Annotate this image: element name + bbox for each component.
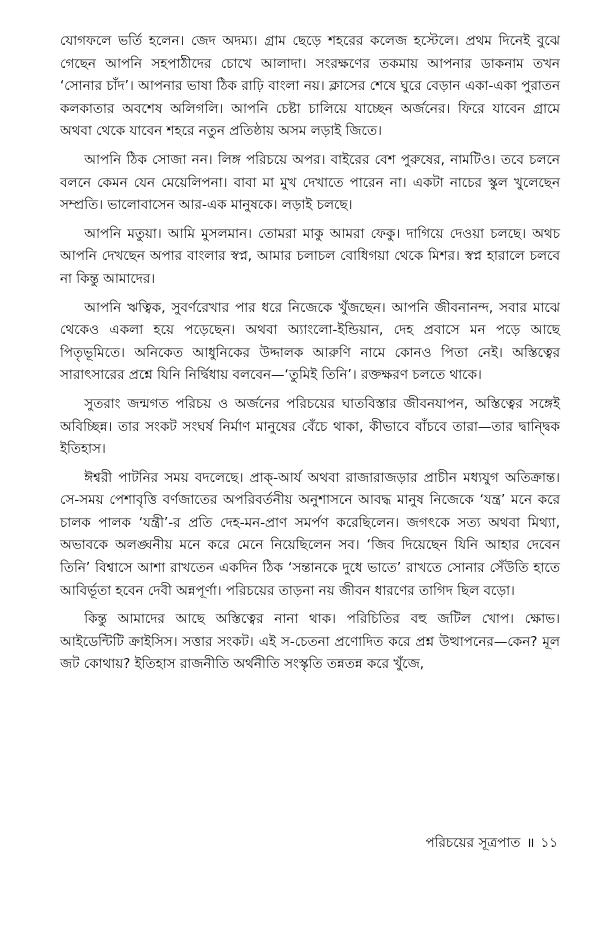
running-footer <box>425 832 558 855</box>
paragraph-4: আপনি ঋত্বিক, সুবর্ণরেখার পার ধরে নিজেকে খুঁজছেন। আপনি জীবনানন্দ, সবার মাঝে থেকেও একলা হয়ে পড়েছেন। অথবা অ্যাংলো-ইন্ডিয়ান, দেহ প্রবাসে মন পড়ে আছে পিতৃভূমিতে। অনিকেত আধুনিকের উদ্দালক আরুণি নামে কোনও পিতা নেই। অস্তিত্বের সারাৎসারের প্রশ্নে যিনি নির্দ্বিধায় বলবেন—‘তুমিই তিনি’। রক্তক্ষরণ চলতে থাকে। <box>60 299 560 384</box>
paragraph-2: আপনি ঠিক সোজা নন। লিঙ্গ পরিচয়ে অপর। বাইরের বেশ পুরুষের, নামটিও। তবে চলনে বলনে কেমন যেন মেয়েলিপনা। বাবা মা মুখ দেখাতে পারেন না। একটা নাচের স্কুল খুলেছেন সম্প্রতি। ভালোবাসেন আর-এক মানুষকে। লড়াই চলছে। <box>60 151 560 214</box>
paragraph-5: সুতরাং জন্মগত পরিচয় ও অর্জনের পরিচয়ের ঘাতবিস্তার জীবনযাপন, অস্তিত্বের সঙ্গেই অবিচ্ছিন্ন। তার সংকট সংঘর্ষ নির্মাণ মানুষের বেঁচে থাকা, কীভাবে বাঁচবে তারা—তার দ্বান্দ্বিক ইতিহাস। <box>60 395 560 458</box>
body-text <box>60 30 560 682</box>
running-title: পরিচয়ের সূত্রপাত <box>425 835 521 851</box>
footer-separator: ॥ <box>526 835 535 851</box>
page-number: ১১ <box>540 835 558 851</box>
paragraph-7: কিন্তু আমাদের আছে অস্তিত্বের নানা থাক। পরিচিতির বহু জটিল খোপ। ক্ষোভ। আইডেন্টিটি ক্রাইসিস। সত্তার সংকট। এই স-চেতনা প্রণোদিত করে প্রশ্ন উত্থাপনের—কেন? মূল জট কোথায়? ইতিহাস রাজনীতি অর্থনীতি সংস্কৃতি তন্নতন্ন করে খুঁজে, <box>60 611 560 673</box>
paragraph-6: ঈশ্বরী পাটনির সময় বদলেছে। প্রাক্-আর্য অথবা রাজারাজড়ার প্রাচীন মধ্যযুগ অতিক্রান্ত। সে-সময় পেশাবৃত্তি বর্ণজাতের অপরিবর্তনীয় অনুশাসনে আবদ্ধ মানুষ নিজেকে ‘যন্ত্র’ মনে করে চালক পালক ‘যন্ত্রী’-র প্রতি দেহ-মন-প্রাণ সমর্পণ করেছিলেন। জগৎকে সত্য অথবা মিথ্যা, অভাবকে অলঙ্ঘনীয় মনে করে মেনে নিয়েছিলেন সব। ‘জিব দিয়েছেন যিনি আহার দেবেন তিনি’ বিশ্বাসে আশা রাখতেন একদিন ঠিক ‘সন্তানকে দুধে ভাতে’ রাখতে সোনার সেঁউতি হাতে আবির্ভূতা হবেন দেবী অন্নপূর্ণা। পরিচয়ের তাড়না নয় জীবন ধারণের তাগিদ ছিল বড়ো। <box>60 469 560 599</box>
paragraph-3: আপনি মতুয়া। আমি মুসলমান। তোমরা মাকু আমরা ফেকু। দাগিয়ে দেওয়া চলছে। অথচ আপনি দেখছেন অপার বাংলার স্বপ্ন, আমার চলাচল বোধিগয়া থেকে মিশর। স্বপ্ন হারালে চলবে না কিন্তু আমাদের। <box>60 225 560 287</box>
paragraph-1: যোগফলে ভর্তি হলেন। জেদ অদম্য। গ্রাম ছেড়ে শহরের কলেজ হস্টেলে। প্রথম দিনেই বুঝে গেছেন আপনি সহপাঠীদের চোখে আলাদা। সংরক্ষণের তকমায় আপনার ডাকনাম তখন ‘সোনার চাঁদ’। আপনার ভাষা ঠিক রাঢ়ি বাংলা নয়। ক্লাসের শেষে ঘুরে বেড়ান একা-একা পুরাতন কলকাতার অবশেষ অলিগলি। আপনি চেষ্টা চালিয়ে যাচ্ছেন অর্জনের। ফিরে যাবেন গ্রামে অথবা থেকে যাবেন শহরে নতুন প্রতিষ্ঠায় অসম লড়াই জিতে। <box>60 33 560 140</box>
